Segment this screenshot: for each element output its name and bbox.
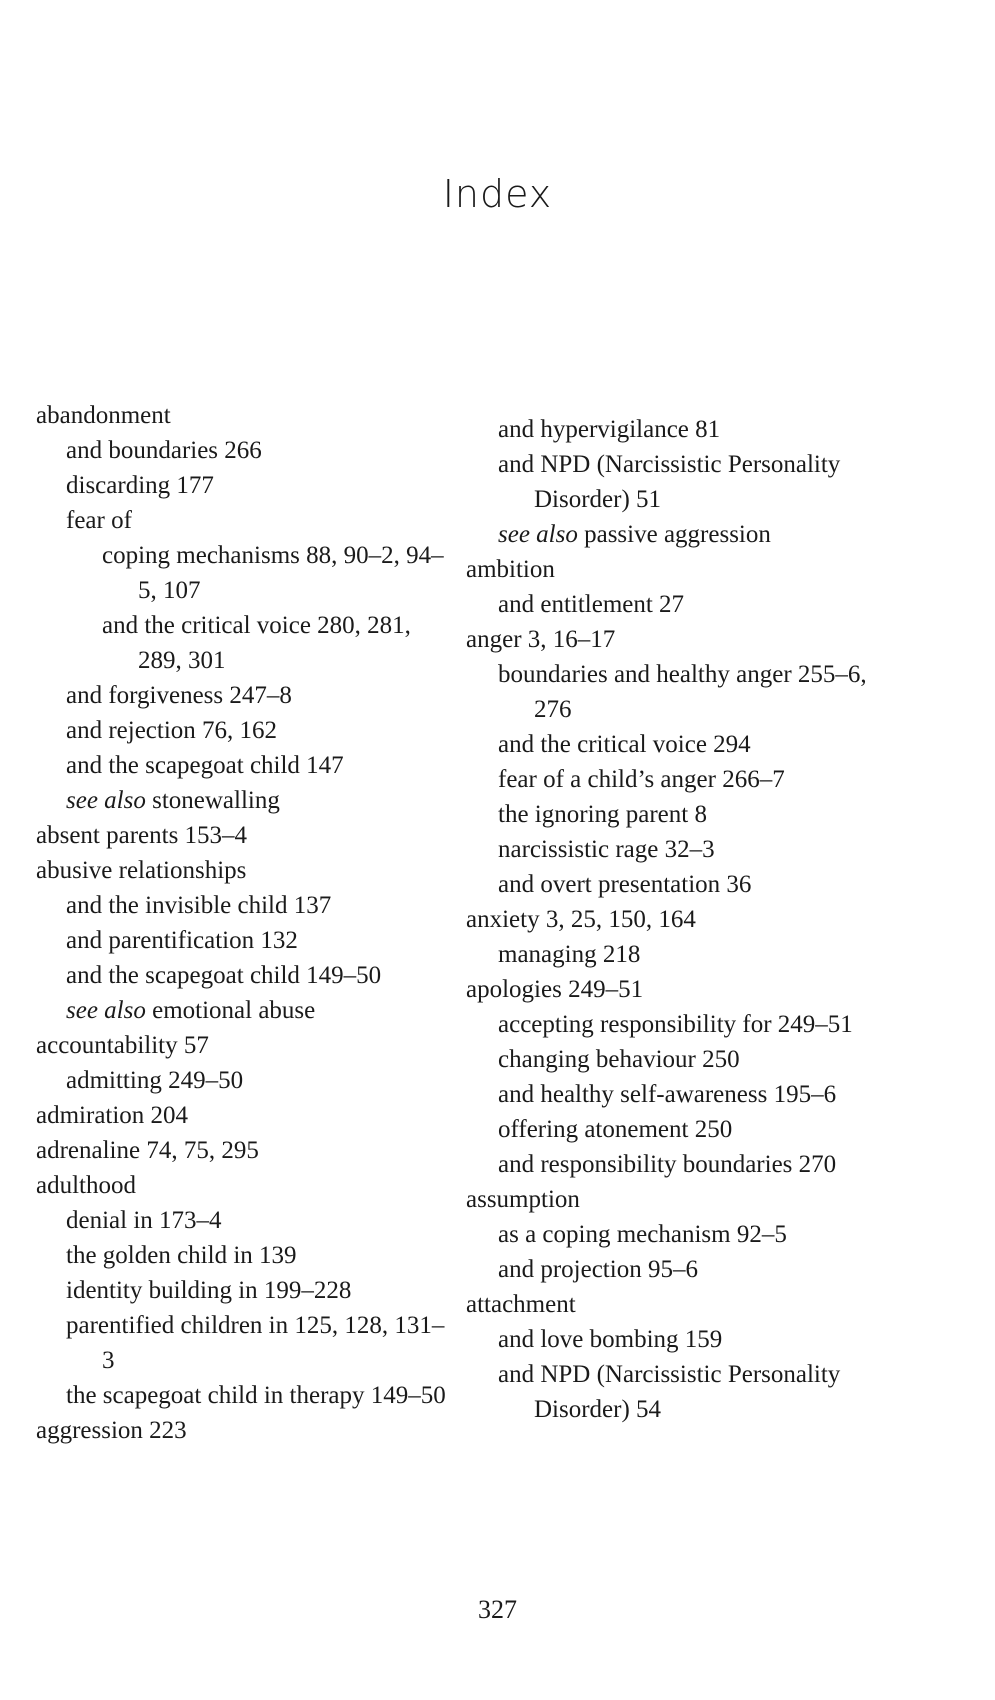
index-entry-text: ambition	[466, 556, 555, 583]
index-entry-text: managing 218	[498, 941, 641, 968]
index-entry-text: and the critical voice 280, 281, 289, 301	[102, 612, 411, 674]
index-entry-text: and the scapegoat child 147	[66, 752, 344, 779]
index-entry-text: abandonment	[36, 402, 171, 429]
index-entry-text: adulthood	[36, 1172, 136, 1199]
index-entry-text: passive aggression	[577, 521, 771, 548]
index-entry-text: and projection 95–6	[498, 1256, 698, 1283]
index-entry	[24, 1168, 454, 1203]
index-entry	[458, 1042, 888, 1077]
index-entry-text: accountability 57	[36, 1032, 209, 1059]
index-entry	[458, 552, 888, 587]
index-entry	[24, 783, 454, 818]
index-entry	[458, 1217, 888, 1252]
index-entry	[24, 678, 454, 713]
index-entry	[24, 888, 454, 923]
index-entry-text: the scapegoat child in therapy 149–50	[66, 1382, 446, 1409]
index-entry	[458, 587, 888, 622]
index-entry	[458, 1182, 888, 1217]
index-entry-text: anger 3, 16–17	[466, 626, 616, 653]
index-entry-text: and the critical voice 294	[498, 731, 751, 758]
index-entry-text: and the scapegoat child 149–50	[66, 962, 382, 989]
index-entry-text: apologies 249–51	[466, 976, 644, 1003]
index-entry	[458, 762, 888, 797]
index-entry-text: admitting 249–50	[66, 1067, 244, 1094]
index-entry	[24, 398, 454, 433]
index-entry	[24, 433, 454, 468]
index-entry-text: and boundaries 266	[66, 437, 262, 464]
index-entry	[24, 958, 454, 993]
index-entry-text: and overt presentation 36	[498, 871, 752, 898]
index-entry-text: and responsibility boundaries 270	[498, 1151, 837, 1178]
index-entry	[24, 1238, 454, 1273]
index-entry-text: identity building in 199–228	[66, 1277, 352, 1304]
index-entry-text: narcissistic rage 32–3	[498, 836, 715, 863]
index-entry-text: and love bombing 159	[498, 1326, 723, 1353]
index-entry	[24, 538, 454, 608]
index-entry-text: admiration 204	[36, 1102, 189, 1129]
index-entry-text: abusive relationships	[36, 857, 247, 884]
index-entry-text: the golden child in 139	[66, 1242, 297, 1269]
index-entry-text: adrenaline 74, 75, 295	[36, 1137, 259, 1164]
index-entry-text: assumption	[466, 1186, 580, 1213]
index-entry	[24, 503, 454, 538]
index-entry-text: and NPD (Narcissistic Personality Disorder) 54	[498, 1361, 841, 1423]
index-entry	[458, 1252, 888, 1287]
index-entry	[458, 797, 888, 832]
index-entry-text: and rejection 76, 162	[66, 717, 278, 744]
index-entry-text: stonewalling	[145, 787, 280, 814]
index-entry	[458, 1322, 888, 1357]
index-entry	[458, 447, 888, 517]
index-entry-text: and healthy self-awareness 195–6	[498, 1081, 837, 1108]
index-entry-text: boundaries and healthy anger 255–6, 276	[498, 661, 867, 723]
page-title: Index	[442, 172, 553, 216]
index-entry	[24, 1098, 454, 1133]
index-entry	[24, 1028, 454, 1063]
index-entry	[24, 748, 454, 783]
index-entry-text: and entitlement 27	[498, 591, 685, 618]
index-entry-text: emotional abuse	[145, 997, 316, 1024]
index-entry-text: accepting responsibility for 249–51	[498, 1011, 853, 1038]
index-entry-text: discarding 177	[66, 472, 214, 499]
index-entry	[458, 657, 888, 727]
index-entry	[458, 622, 888, 657]
index-entry-text: changing behaviour 250	[498, 1046, 740, 1073]
index-entry	[458, 1357, 888, 1427]
index-entry	[24, 1308, 454, 1378]
index-entry-text: coping mechanisms 88, 90–2, 94–5, 107	[102, 542, 444, 604]
index-entry	[24, 853, 454, 888]
index-entry	[24, 1203, 454, 1238]
index-entry	[24, 818, 454, 853]
index-entry	[458, 1007, 888, 1042]
index-entry-text: absent parents 153–4	[36, 822, 248, 849]
index-entry-text: fear of a child’s anger 266–7	[498, 766, 785, 793]
page-number: 327	[478, 1595, 517, 1624]
index-entry	[458, 937, 888, 972]
index-entry	[24, 1273, 454, 1308]
see-also-label: see also	[66, 997, 146, 1024]
index-entry-text: the ignoring parent 8	[498, 801, 707, 828]
index-column-right	[458, 412, 888, 1427]
index-entry	[458, 1287, 888, 1322]
see-also-label: see also	[498, 521, 578, 548]
index-entry	[458, 517, 888, 552]
index-entry-text: and the invisible child 137	[66, 892, 332, 919]
index-entry	[458, 727, 888, 762]
index-entry	[458, 867, 888, 902]
index-entry-text: aggression 223	[36, 1417, 187, 1444]
index-entry	[458, 1077, 888, 1112]
index-column-left	[24, 398, 454, 1448]
index-entry-text: as a coping mechanism 92–5	[498, 1221, 787, 1248]
index-entry	[458, 832, 888, 867]
index-entry	[24, 713, 454, 748]
index-entry-text: and NPD (Narcissistic Personality Disorder) 51	[498, 451, 841, 513]
index-entry-text: anxiety 3, 25, 150, 164	[466, 906, 696, 933]
index-entry	[24, 608, 454, 678]
index-entry-text: and forgiveness 247–8	[66, 682, 292, 709]
index-entry-text: parentified children in 125, 128, 131–3	[66, 1312, 445, 1374]
index-entry-text: denial in 173–4	[66, 1207, 222, 1234]
index-entry	[458, 972, 888, 1007]
index-entry-text: and hypervigilance 81	[498, 416, 721, 443]
index-entry-text: and parentification 132	[66, 927, 298, 954]
index-entry	[24, 1133, 454, 1168]
index-entry	[458, 1112, 888, 1147]
index-entry	[458, 1147, 888, 1182]
index-entry	[24, 1378, 454, 1413]
index-entry-text: offering atonement 250	[498, 1116, 733, 1143]
index-entry	[24, 923, 454, 958]
index-entry	[458, 902, 888, 937]
index-entry	[24, 468, 454, 503]
index-entry	[24, 993, 454, 1028]
index-entry	[24, 1413, 454, 1448]
index-entry-text: attachment	[466, 1291, 576, 1318]
see-also-label: see also	[66, 787, 146, 814]
index-entry	[24, 1063, 454, 1098]
index-entry-text: fear of	[66, 507, 132, 534]
index-entry	[458, 412, 888, 447]
